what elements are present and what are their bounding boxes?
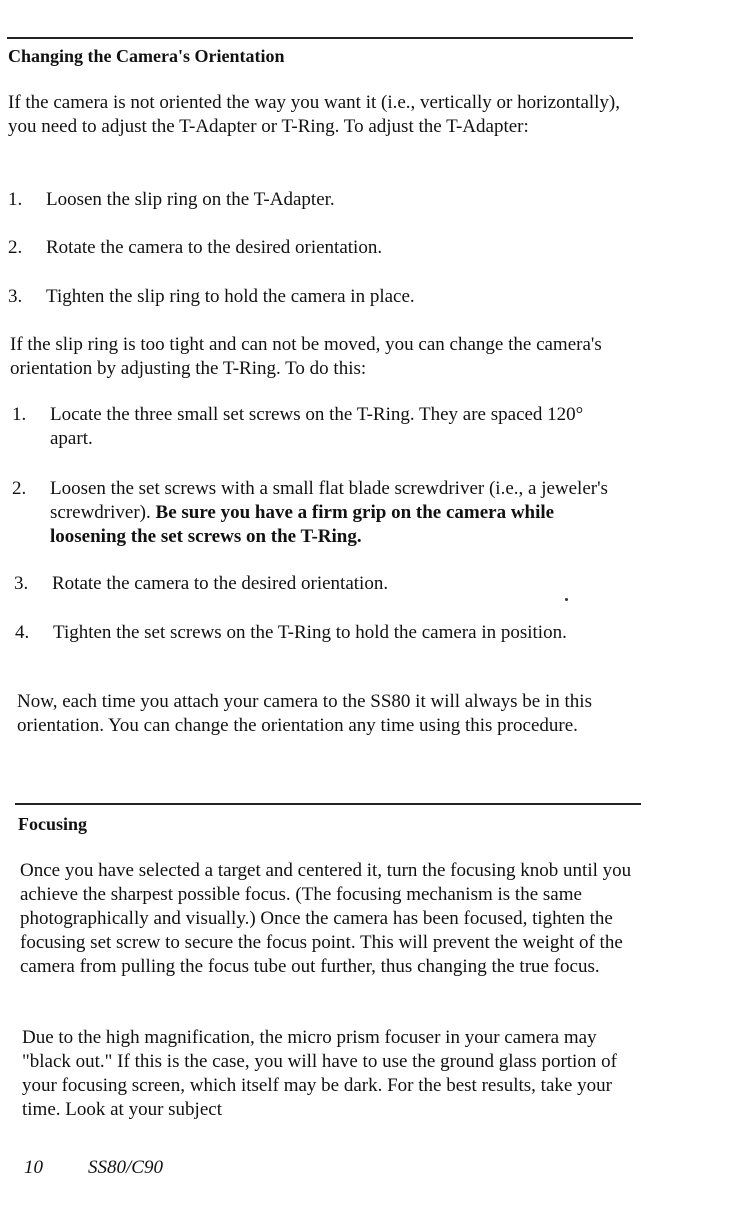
list-number: 3. (14, 573, 29, 594)
section-rule-top (15, 803, 641, 805)
list-text: Loosen the slip ring on the T-Adapter. (46, 189, 335, 210)
list-text: Loosen the set screws with a small flat blade screwdriver (i.e., a jeweler's screwdriver). (50, 478, 608, 523)
middle-paragraph: If the slip ring is too tight and can not be moved, you can change the camera's orientation by adjusting the T-Ring. To do this: (10, 334, 602, 379)
list-text: Rotate the camera to the desired orientation. (46, 237, 383, 258)
intro-paragraph: If the camera is not oriented the way you want it (i.e., vertically or horizontally), you need to adjust the T-Adapter or T-Ring. To adjust the T-Adapter: (8, 92, 621, 137)
list-number: 2. (12, 478, 27, 499)
list-number: 1. (8, 189, 23, 210)
blackout-paragraph: Due to the high magnification, the micro prism focuser in your camera may "black out." If this is the case, you will have to use the ground glass portion of your focusing screen, which itself may be dark. For the best results, take your time. Look at your subject (22, 1027, 617, 1120)
list-text: Tighten the set screws on the T-Ring to hold the camera in position. (53, 622, 567, 643)
list-number: 4. (15, 622, 30, 643)
list-number: 1. (12, 404, 27, 425)
stray-dot (565, 598, 568, 601)
list-text: Rotate the camera to the desired orientation. (52, 573, 389, 594)
warning-text: Be sure you have a firm grip on the camera while loosening the set screws on the T-Ring. (50, 502, 555, 547)
running-title: SS80/C90 (88, 1157, 163, 1178)
section-rule-top (7, 37, 633, 39)
closing-paragraph: Now, each time you attach your camera to the SS80 it will always be in this orientation. You can change the orientation any time using this procedure. (17, 691, 592, 736)
focusing-paragraph: Once you have selected a target and centered it, turn the focusing knob until you achieve the sharpest possible focus. (The focusing mechanism is the same photographically and visually.) Once the camera has been focused, tighten the focusing set screw to secure the focus point. This will prevent the weight of the camera from pulling the focus tube out further, thus changing the true focus. (20, 860, 632, 977)
list-text: Locate the three small set screws on the T-Ring. They are spaced 120° apart. (50, 404, 584, 449)
list-text: Tighten the slip ring to hold the camera in place. (46, 286, 415, 307)
section-heading: Focusing (18, 814, 88, 834)
page-number: 10 (24, 1157, 43, 1178)
list-number: 2. (8, 237, 23, 258)
list-number: 3. (8, 286, 23, 307)
section-heading: Changing the Camera's Orientation (8, 46, 285, 66)
